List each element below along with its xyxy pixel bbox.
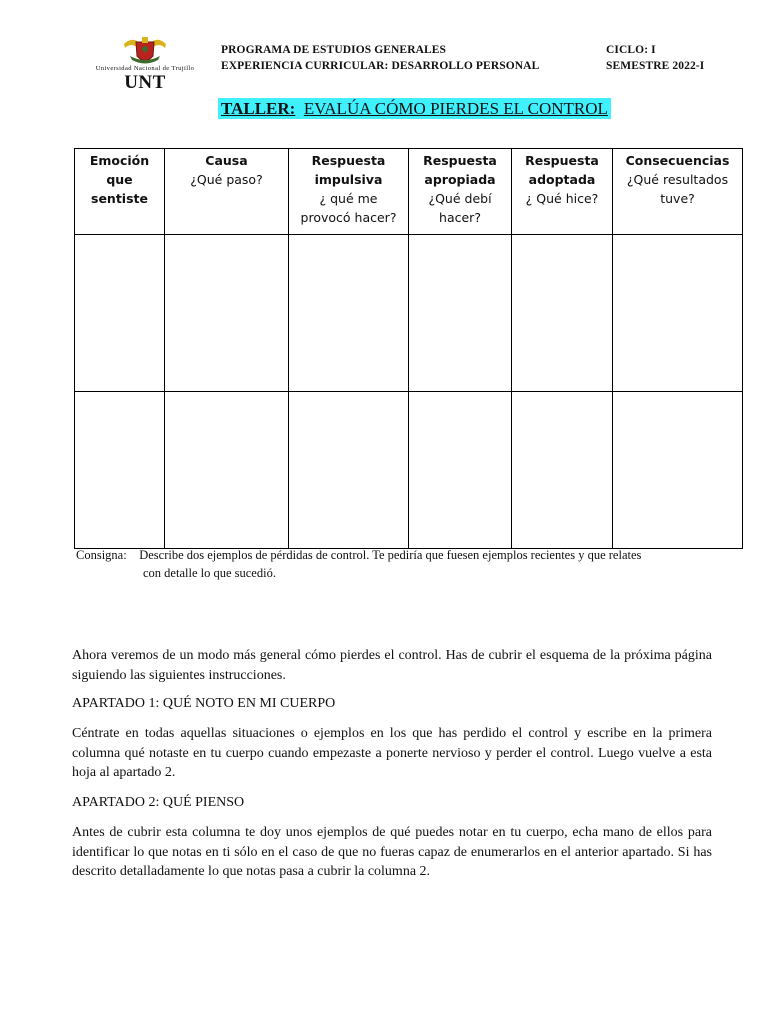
header-respuesta-adoptada: Respuesta adoptada ¿ Qué hice? bbox=[512, 149, 613, 235]
table-cell[interactable] bbox=[165, 392, 289, 549]
section-2-heading: APARTADO 2: QUÉ PIENSO bbox=[72, 795, 245, 810]
table-cell[interactable] bbox=[409, 392, 512, 549]
table-cell[interactable] bbox=[512, 235, 613, 392]
experience-name: EXPERIENCIA CURRICULAR: DESARROLLO PERSONAL bbox=[221, 60, 540, 72]
section-1-body: Céntrate en todas aquellas situaciones o ejemplos en los que has perdido el control y escribe en la primera columna qué notaste en tu cuerpo cuando empezaste a ponerte nervioso y perder el control. Luego vuelve a esta hoja al apartado 2. bbox=[72, 726, 712, 780]
table-cell[interactable] bbox=[613, 392, 743, 549]
table-cell[interactable] bbox=[289, 235, 409, 392]
header-consecuencias: Consecuencias ¿Qué resultados tuve? bbox=[613, 149, 743, 235]
header-causa: Causa ¿Qué paso? bbox=[165, 149, 289, 235]
table-header-row bbox=[75, 149, 743, 235]
consigna-line-1 bbox=[76, 547, 641, 564]
table-cell[interactable] bbox=[75, 392, 165, 549]
table-cell[interactable] bbox=[512, 392, 613, 549]
section-2-body: Antes de cubrir esta columna te doy unos ejemplos de qué puedes notar en tu cuerpo, echa mano de ellos para identificar lo que notas en ti sólo en el caso de que no fueras capaz de enumerarlos en el anterior apartado. Si has descrito detalladamente lo que notas pasa a cubrir la columna 2. bbox=[72, 825, 712, 879]
university-crest-icon bbox=[122, 34, 168, 66]
university-logo bbox=[80, 34, 210, 94]
title-prefix: TALLER: bbox=[221, 99, 296, 118]
consigna-line-2: con detalle lo que sucedió. bbox=[143, 566, 276, 580]
university-acronym: UNT bbox=[124, 72, 166, 93]
header-emocion: Emoción que sentiste bbox=[75, 149, 165, 235]
workshop-table bbox=[74, 148, 743, 549]
header-respuesta-impulsiva: Respuesta impulsiva ¿ qué me provocó hacer? bbox=[289, 149, 409, 235]
title-text: EVALÚA CÓMO PIERDES EL CONTROL bbox=[303, 99, 608, 118]
consigna-label: Consigna: bbox=[76, 548, 127, 562]
section-1-heading: APARTADO 1: QUÉ NOTO EN MI CUERPO bbox=[72, 696, 336, 711]
cycle-label: CICLO: I bbox=[606, 44, 656, 56]
table-cell[interactable] bbox=[613, 235, 743, 392]
intro-paragraph: Ahora veremos de un modo más general cómo pierdes el control. Has de cubrir el esquema de la próxima página siguiendo las siguientes instrucciones. bbox=[72, 648, 712, 683]
page-title bbox=[218, 98, 611, 119]
table-cell[interactable] bbox=[75, 235, 165, 392]
table-row bbox=[75, 392, 743, 549]
table-cell[interactable] bbox=[165, 235, 289, 392]
semester-label: SEMESTRE 2022-I bbox=[606, 60, 705, 72]
program-name: PROGRAMA DE ESTUDIOS GENERALES bbox=[221, 44, 447, 56]
header-respuesta-apropiada: Respuesta apropiada ¿Qué debí hacer? bbox=[409, 149, 512, 235]
consigna-text: Describe dos ejemplos de pérdidas de control. Te pediría que fuesen ejemplos recientes y que relates bbox=[139, 548, 642, 562]
table-cell[interactable] bbox=[409, 235, 512, 392]
table-cell[interactable] bbox=[289, 392, 409, 549]
university-name: Universidad Nacional de Trujillo bbox=[95, 65, 195, 72]
table-row bbox=[75, 235, 743, 392]
